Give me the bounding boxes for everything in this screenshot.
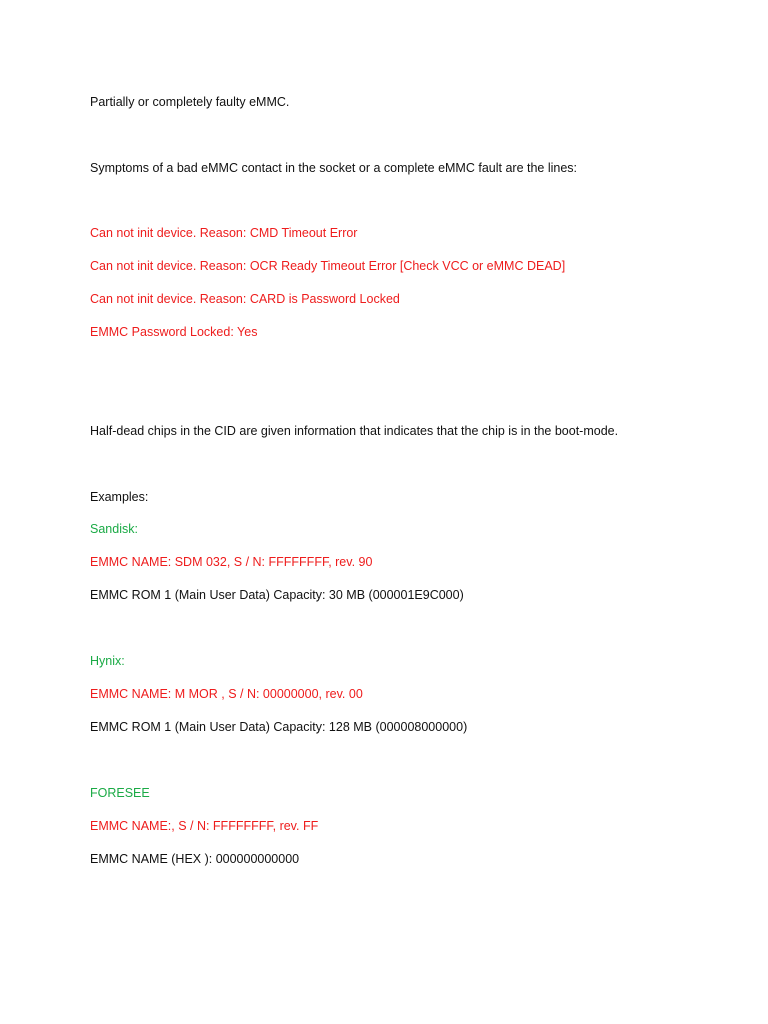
emmc-detail-line: EMMC ROM 1 (Main User Data) Capacity: 30 MB (000001E9C000) xyxy=(90,588,464,602)
half-dead-text: Half-dead chips in the CID are given information that indicates that the chip is in the boot-mode. xyxy=(90,424,619,438)
vendor-label: FORESEE xyxy=(90,786,150,800)
emmc-name-line: EMMC NAME: M MOR , S / N: 00000000, rev. 00 xyxy=(90,687,363,701)
emmc-detail-line: EMMC ROM 1 (Main User Data) Capacity: 128 MB (000008000000) xyxy=(90,720,468,734)
intro-heading: Partially or completely faulty eMMC. xyxy=(90,95,290,109)
emmc-name-line: EMMC NAME: SDM 032, S / N: FFFFFFFF, rev. 90 xyxy=(90,555,373,569)
emmc-name-line: EMMC NAME:, S / N: FFFFFFFF, rev. FF xyxy=(90,819,319,833)
vendor-label: Hynix: xyxy=(90,654,125,668)
error-line: Can not init device. Reason: OCR Ready Timeout Error [Check VCC or eMMC DEAD] xyxy=(90,259,566,273)
error-line: EMMC Password Locked: Yes xyxy=(90,325,258,339)
vendor-label: Sandisk: xyxy=(90,522,138,536)
error-line: Can not init device. Reason: CMD Timeout Error xyxy=(90,226,358,240)
symptoms-text: Symptoms of a bad eMMC contact in the socket or a complete eMMC fault are the lines: xyxy=(90,161,578,175)
emmc-detail-line: EMMC NAME (HEX ): 000000000000 xyxy=(90,852,300,866)
examples-label: Examples: xyxy=(90,490,149,504)
error-line: Can not init device. Reason: CARD is Password Locked xyxy=(90,292,400,306)
